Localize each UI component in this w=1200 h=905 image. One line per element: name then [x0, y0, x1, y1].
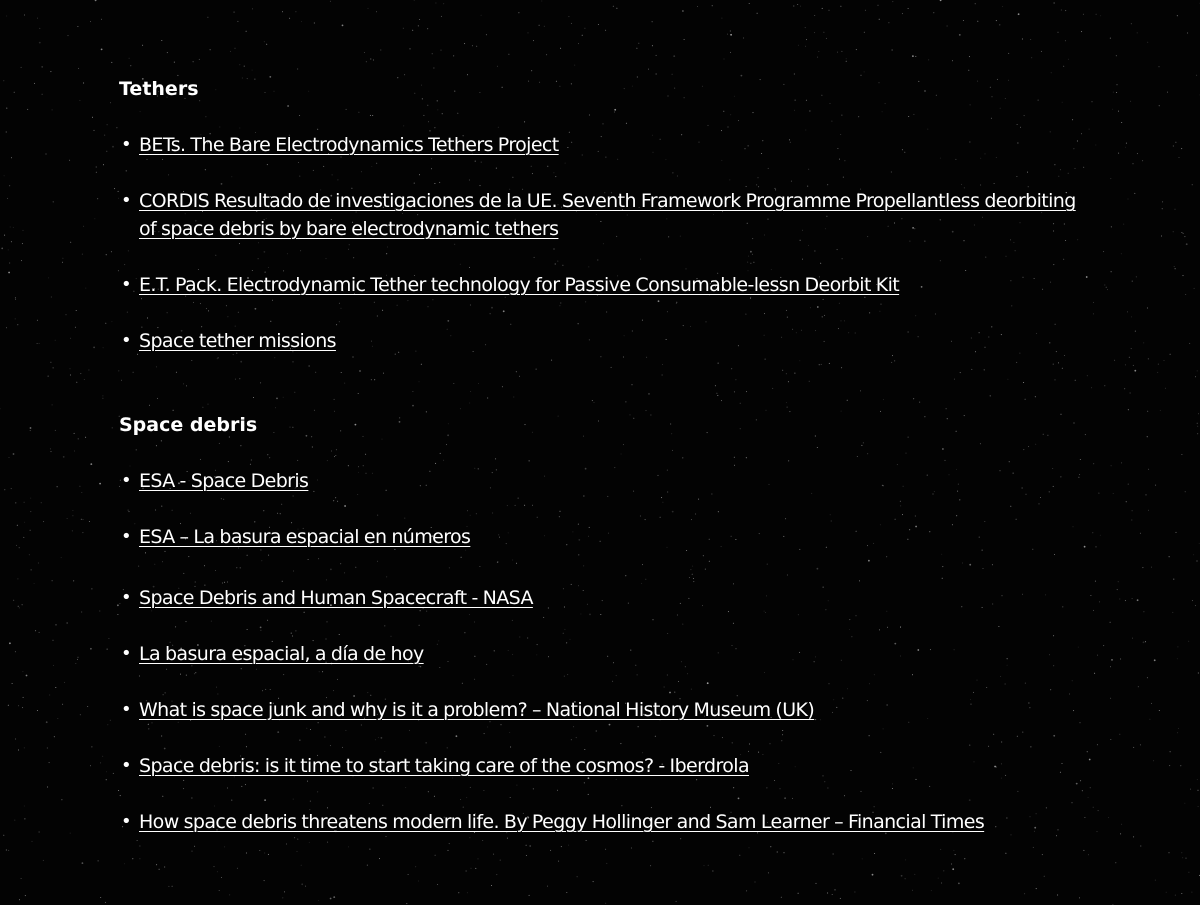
list-item — [119, 271, 1079, 299]
section-heading-tethers: Tethers — [119, 78, 199, 100]
list-item — [119, 187, 1079, 243]
list-item — [119, 327, 1079, 355]
link-et-pack[interactable]: E.T. Pack. Electrodynamic Tether technology for Passive Consumable-lessn Deorbit Kit — [139, 274, 900, 296]
section-heading-space-debris: Space debris — [119, 414, 258, 436]
bullet-icon: • — [121, 643, 132, 664]
link-bets-project[interactable]: BETs. The Bare Electrodynamics Tethers Project — [139, 134, 559, 156]
bullet-icon: • — [121, 755, 132, 776]
bullet-icon: • — [121, 587, 132, 608]
link-nasa-space-debris[interactable]: Space Debris and Human Spacecraft - NASA — [139, 587, 533, 609]
list-item — [119, 808, 1079, 836]
bullet-icon: • — [121, 526, 132, 547]
link-space-junk-museum[interactable]: What is space junk and why is it a problem? – National History Museum (UK) — [139, 699, 815, 721]
bullet-icon: • — [121, 190, 132, 211]
list-item — [119, 467, 1079, 495]
list-item — [119, 584, 1079, 612]
bullet-icon: • — [121, 811, 132, 832]
link-esa-space-debris[interactable]: ESA - Space Debris — [139, 470, 309, 492]
link-iberdrola[interactable]: Space debris: is it time to start taking care of the cosmos? - Iberdrola — [139, 755, 749, 777]
bullet-icon: • — [121, 699, 132, 720]
list-item — [119, 752, 1079, 780]
bullet-icon: • — [121, 470, 132, 491]
list-item — [119, 696, 1079, 724]
link-space-tether-missions[interactable]: Space tether missions — [139, 330, 336, 352]
list-item — [119, 131, 1079, 159]
list-item — [119, 640, 1079, 668]
link-cordis[interactable]: CORDIS Resultado de investigaciones de la UE. Seventh Framework Programme Propellantless deorbiting of space debris by bare electrodynamic tethers — [139, 190, 1076, 240]
bullet-icon: • — [121, 330, 132, 351]
bullet-icon: • — [121, 134, 132, 155]
list-item — [119, 523, 1079, 551]
link-esa-basura-numeros[interactable]: ESA – La basura espacial en números — [139, 526, 471, 548]
link-basura-espacial-hoy[interactable]: La basura espacial, a día de hoy — [139, 643, 424, 665]
bullet-icon: • — [121, 274, 132, 295]
link-financial-times[interactable]: How space debris threatens modern life. By Peggy Hollinger and Sam Learner – Financial Times — [139, 811, 985, 833]
